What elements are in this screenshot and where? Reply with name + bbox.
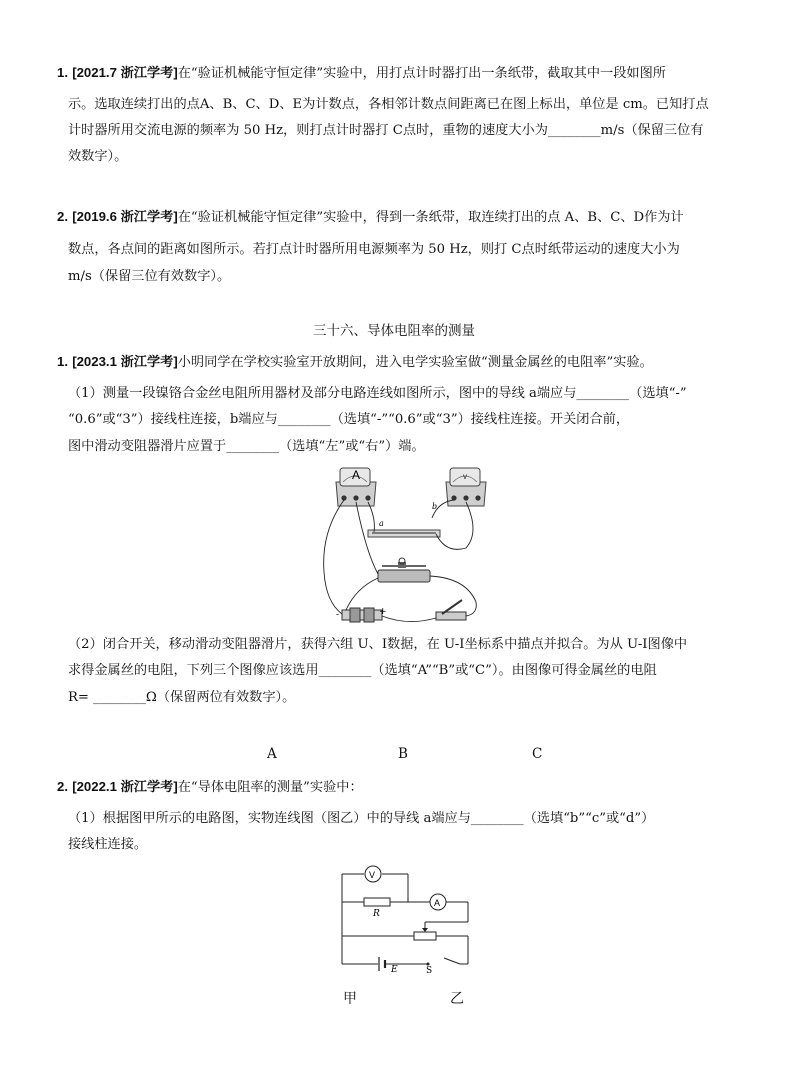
source-tag: [2021.7 浙江学考] [72, 65, 178, 80]
question-number: 1. [57, 65, 68, 80]
question-text: 小明同学在学校实验室开放期间，进入电学实验室做“测量金属丝的电阻率”实验。 [177, 355, 653, 370]
question-4-part-1-line-2: 接线柱连接。 [68, 837, 148, 852]
question-text: 在“导体电阻率的测量”实验中： [177, 780, 363, 795]
terminal-b-label: b [432, 502, 438, 511]
figure-jia-label: 甲 [343, 991, 357, 1007]
apparatus-figure [316, 462, 496, 627]
resistor-symbol [364, 898, 390, 906]
minus-label: - [336, 610, 340, 620]
question-number: 1. [57, 354, 68, 369]
question-text: 在“验证机械能守恒定律”实验中，用打点计时器打出一条纸带，截取其中一段如图所 [177, 66, 666, 81]
option-c-label: C [532, 746, 543, 762]
question-number: 2. [57, 779, 68, 794]
question-1-line-2: 示。选取连续打出的点A、B、C、D、E为计数点，各相邻计数点间距离已在图上标出，单位是 cm。已知打点 [68, 97, 709, 112]
circuit-diagram [336, 862, 476, 974]
battery-label: E [391, 965, 398, 974]
option-a-label: A [267, 746, 277, 762]
question-3-part-1-line-1: （1）测量一段镍铬合金丝电阻所用器材及部分电路连线如图所示，图中的导线 a端应与________（选填“-” [68, 386, 687, 401]
battery-icon [342, 608, 382, 622]
voltmeter-symbol-label: V [369, 870, 376, 880]
question-4-line-1 [57, 778, 363, 797]
connecting-wires [324, 500, 477, 622]
question-3-line-1 [57, 353, 653, 372]
question-text: 在“验证机械能守恒定律”实验中，得到一条纸带，取连续打出的点 A、B、C、D作为计 [177, 210, 684, 225]
source-tag: [2023.1 浙江学考] [72, 354, 178, 369]
source-tag: [2019.6 浙江学考] [72, 209, 178, 224]
question-2-line-2: 数点，各点间的距离如图所示。若打点计时器所用电源频率为 50 Hz，则打 C点时纸带运动的速度大小为 [68, 242, 680, 257]
question-2-line-1 [57, 208, 684, 227]
ammeter-symbol-label: A [434, 898, 441, 908]
question-4-part-1-line-1: （1）根据图甲所示的电路图，实物连线图（图乙）中的导线 a端应与________（选填“b”“c”或“d”） [68, 811, 655, 826]
source-tag: [2022.1 浙江学考] [72, 779, 178, 794]
question-number: 2. [57, 209, 68, 224]
question-3-part-1-line-3: 图中滑动变阻器滑片应置于________（选填“左”或“右”）端。 [68, 439, 425, 454]
resistor-label: R [373, 909, 380, 919]
question-3-part-2-line-3: R= ________Ω（保留两位有效数字）。 [68, 690, 296, 705]
question-3-part-2-line-1: （2）闭合开关，移动滑动变阻器滑片，获得六组 U、I数据，在 U-I坐标系中描点并拟合。为从 U-I图像中 [68, 637, 688, 652]
voltmeter-label: V [463, 475, 468, 481]
option-b-label: B [398, 746, 408, 762]
switch-icon [436, 600, 466, 620]
question-3-part-1-line-2: “0.6”或“3”）接线柱连接，b端应与________（选填“-”“0.6”或“3”）接线柱连接。开关闭合前， [68, 412, 630, 427]
switch-label: S [426, 966, 433, 974]
figure-yi-label: 乙 [450, 991, 464, 1007]
question-3-part-2-line-2: 求得金属丝的电阻，下列三个图像应该选用________（选填“A”“B”或“C”）。由图像可得金属丝的电阻 [68, 663, 657, 678]
rheostat-symbol [414, 932, 436, 940]
terminal-a-label: a [379, 519, 384, 528]
section-title: 三十六、导体电阻率的测量 [313, 323, 475, 339]
plus-label: + [379, 607, 387, 617]
question-1-line-3: 计时器所用交流电源的频率为 50 Hz，则打点计时器打 C点时，重物的速度大小为________m/s（保留三位有 [68, 123, 704, 138]
question-2-line-3: m/s（保留三位有效数字）。 [68, 269, 231, 284]
question-1-line-4: 效数字）。 [68, 149, 128, 164]
question-1-line-1 [57, 64, 666, 83]
ammeter-label: A [352, 468, 361, 482]
rheostat-icon [378, 558, 430, 582]
